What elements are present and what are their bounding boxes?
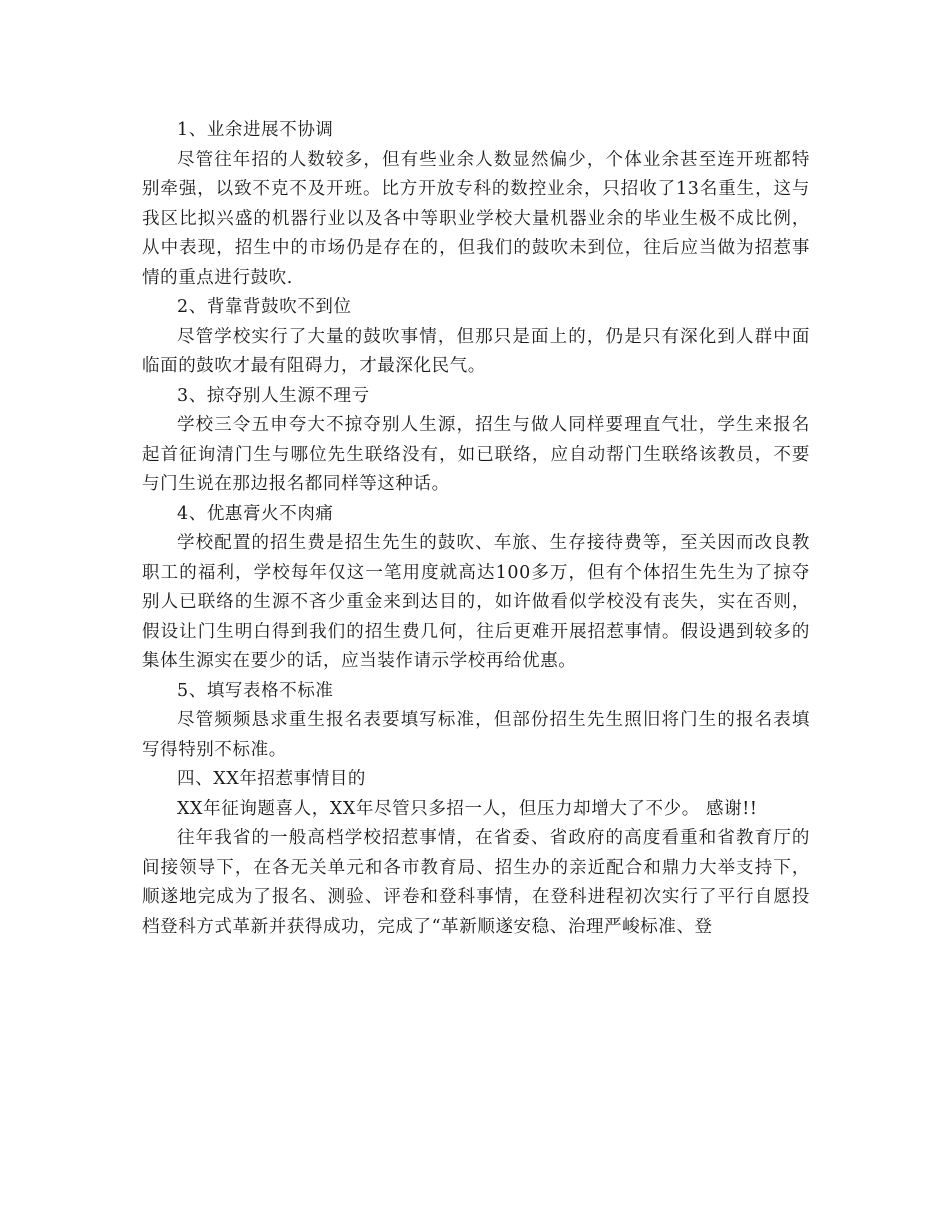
body-paragraph: 学校配置的招生费是招生先生的鼓吹、车旅、生存接待费等，至关因而改良教职工的福利，学校每年仅这一笔用度就高达100多万，但有个体招生先生为了掠夺别人已联络的生源不吝少重金来到达目的，如许做看似学校没有丧失，实在否则，假设让门生明白得到我们的招生费几何，往后更难开展招惹事情。假设遇到较多的集体生源实在要少的话，应当装作请示学校再给优惠。: [142, 533, 810, 671]
body-paragraph: 尽管频频恳求重生报名表要填写标准，但部份招生先生照旧将门生的报名表填写得特别不标准。: [142, 710, 810, 760]
section-heading-1: 1、业余进展不协调: [177, 120, 334, 140]
section-heading-4: 4、优惠膏火不肉痛: [177, 503, 334, 524]
section-heading-3: 3、掠夺别人生源不理亏: [177, 385, 370, 406]
section-heading-goals: 四、XX年招惹事情目的: [177, 769, 367, 789]
section-heading-5: 5、填写表格不标准: [177, 680, 334, 701]
body-paragraph: XX年征询题喜人，XX年尽管只多招一人，但压力却增大了不少。 感谢!!: [177, 798, 758, 819]
body-paragraph: 往年我省的一般高档学校招惹事情，在省委、省政府的高度看重和省教育厅的间接领导下，在各无关单元和各市教育局、招生办的亲近配合和鼎力大举支持下，顺遂地完成为了报名、测验、评卷和登科事情，在登科进程初次实行了平行自愿投档登科方式革新并获得成功，完成了“革新顺遂安稳、治理严峻标准、登: [142, 828, 810, 937]
section-heading-2: 2、背靠背鼓吹不到位: [177, 297, 352, 317]
body-paragraph: 尽管往年招的人数较多，但有些业余人数显然偏少，个体业余甚至连开班都特别牵强，以致不克不及开班。比方开放专科的数控业余，只招收了13名重生，这与我区比拟兴盛的机器行业以及各中等职业学校大量机器业余的毕业生极不成比例，从中表现，招生中的市场仍是存在的，但我们的鼓吹未到位，往后应当做为招惹事情的重点进行鼓吹.: [142, 149, 810, 288]
body-paragraph: 学校三令五申夸大不掠夺别人生源，招生与做人同样要理直气壮，学生来报名起首征询清门生与哪位先生联络没有，如已联络，应自动帮门生联络该教员，不要与门生说在那边报名都同样等这种话。: [142, 415, 810, 494]
document-body: [142, 116, 810, 942]
body-paragraph: 尽管学校实行了大量的鼓吹事情，但那只是面上的，仍是只有深化到人群中面临面的鼓吹才最有阻碍力，才最深化民气。: [142, 326, 810, 376]
